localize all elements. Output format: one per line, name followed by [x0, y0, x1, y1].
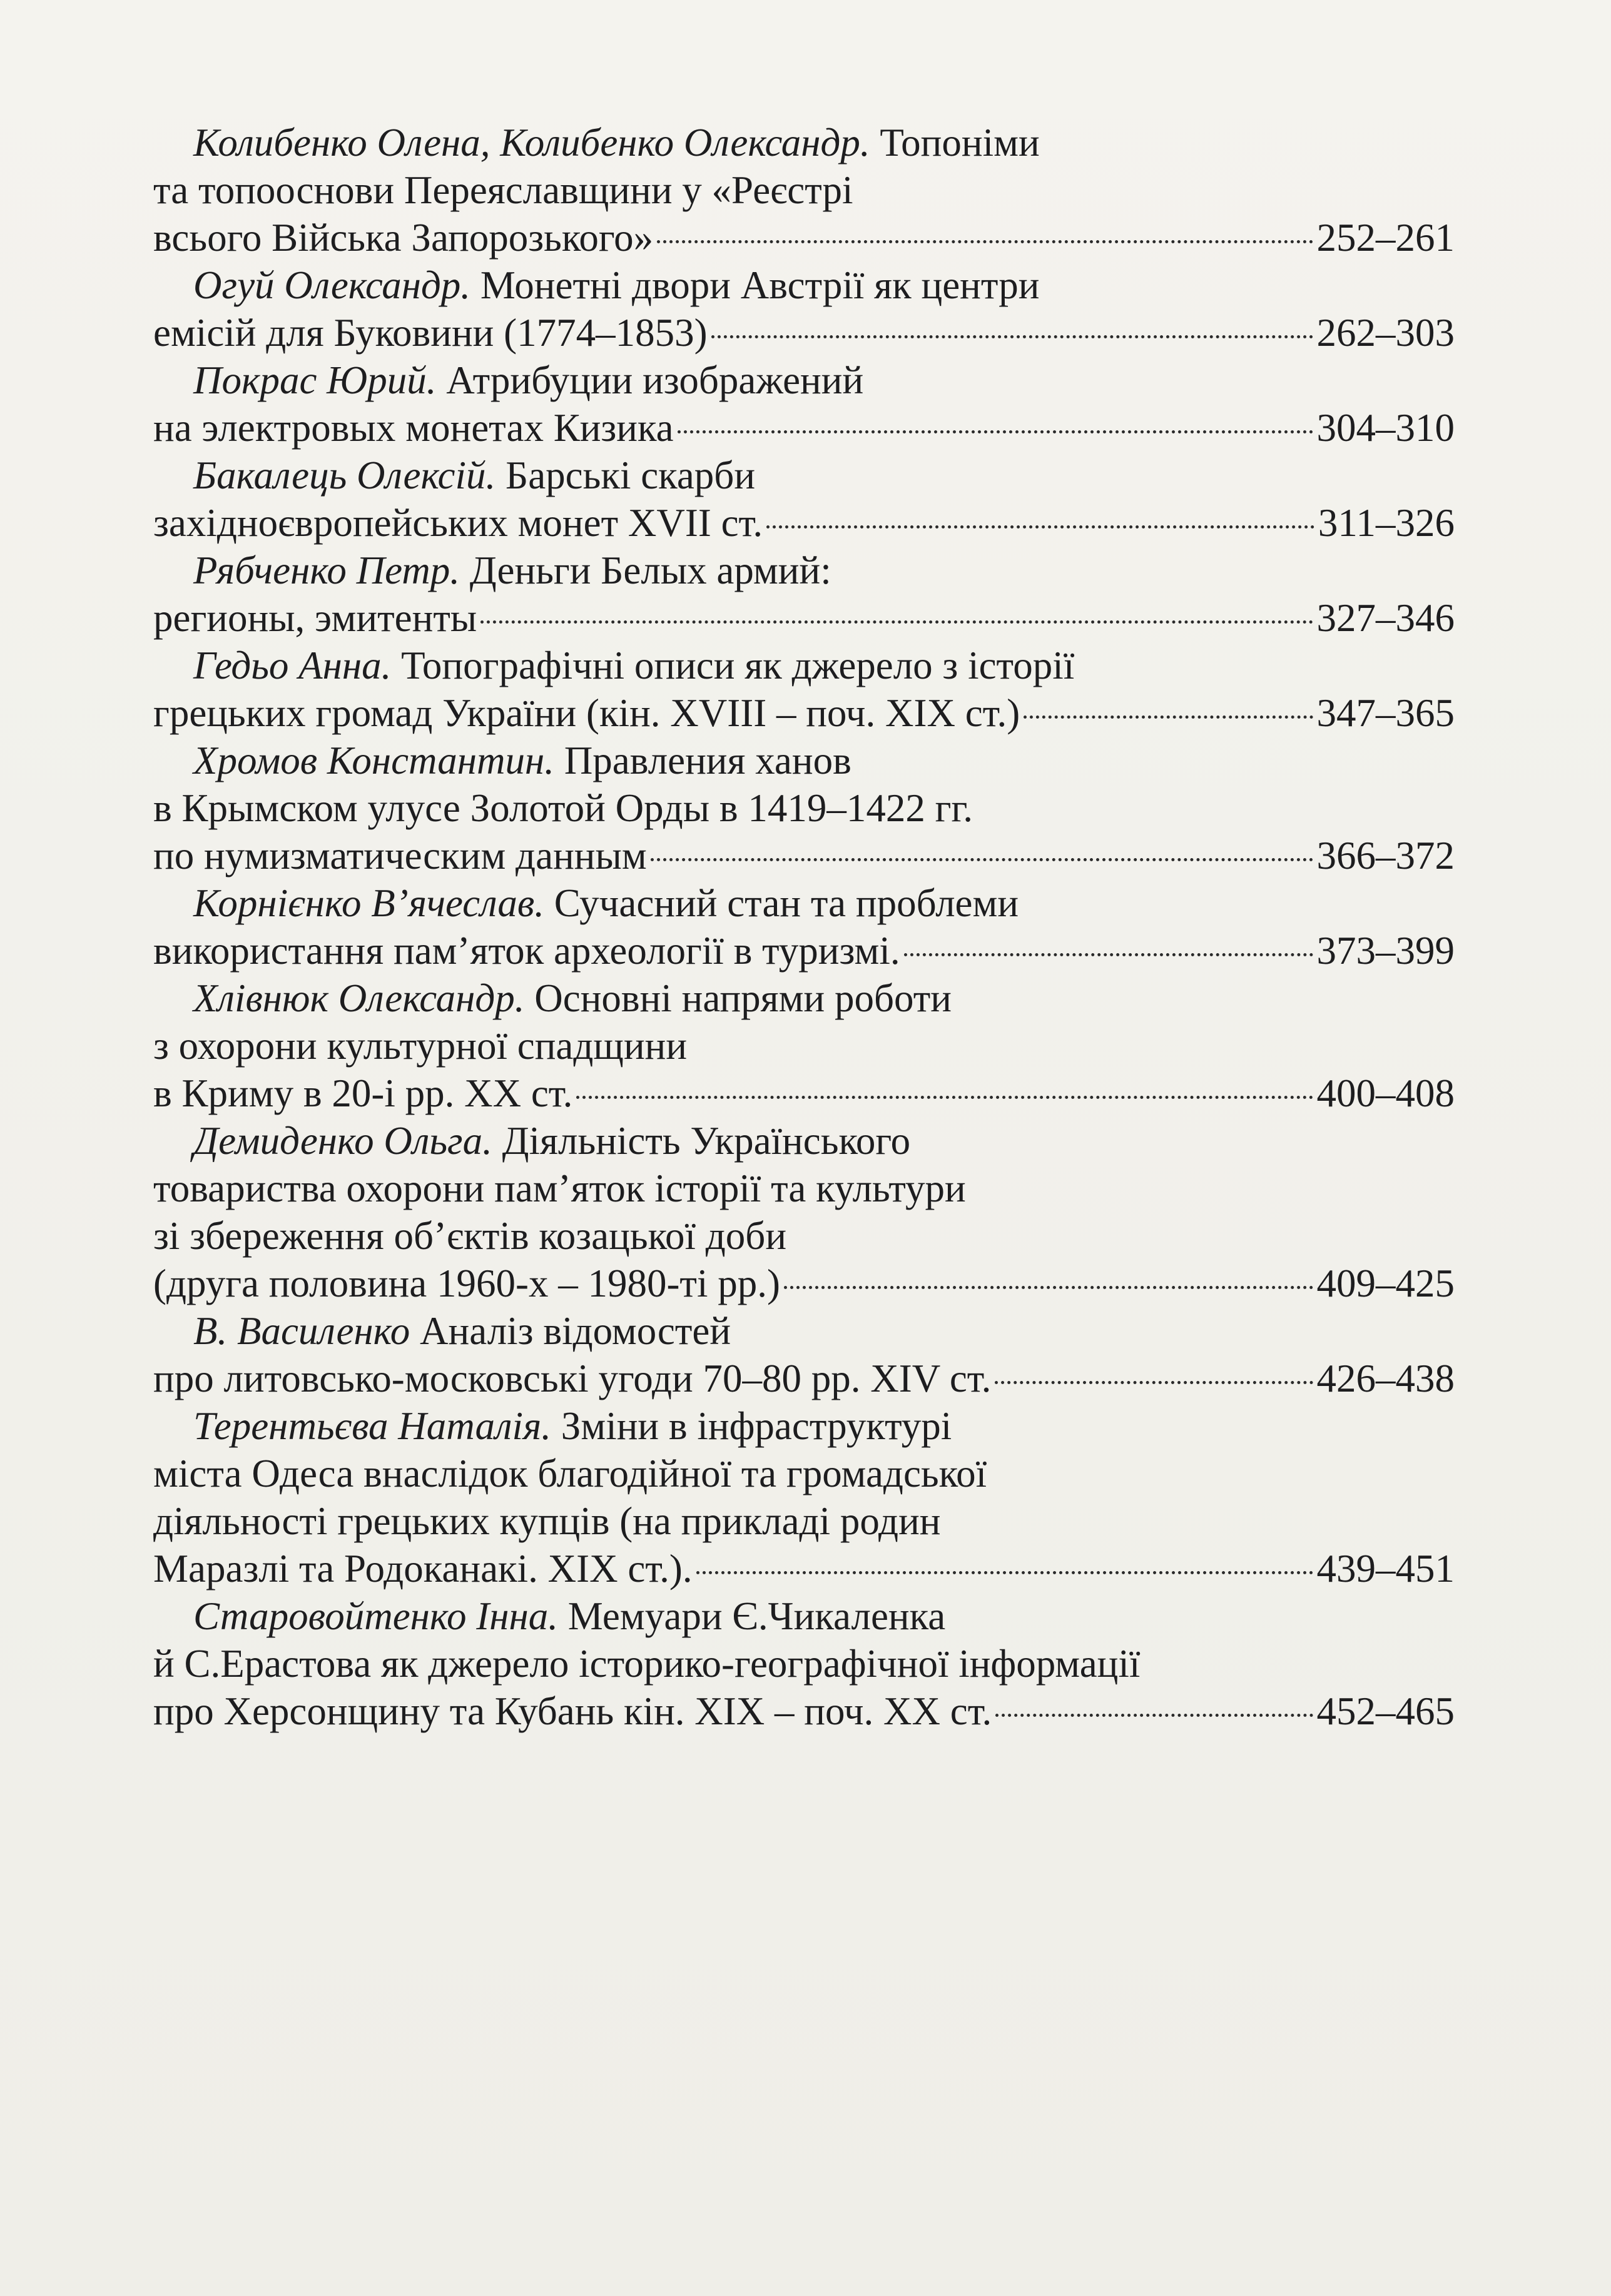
toc-author: Старовойтенко Інна.	[193, 1594, 558, 1638]
toc-title-text: й С.Ерастова як джерело історико-географічної інформації	[153, 1642, 1141, 1686]
toc-line	[153, 357, 1455, 404]
toc-line	[153, 974, 1455, 1022]
toc-page-range: 347–365	[1316, 691, 1455, 735]
toc-title-text: Барські скарби	[506, 453, 756, 497]
toc-page-range: 439–451	[1316, 1547, 1455, 1591]
dot-leader	[995, 1381, 1313, 1384]
toc-author: Терентьєва Наталія.	[193, 1404, 552, 1448]
toc-author: Корнієнко В’ячеслав.	[193, 881, 544, 925]
toc-entry	[153, 642, 1480, 737]
dot-leader	[696, 1571, 1313, 1574]
toc-title-text: Маразлі та Родоканакі. XIX ст.).	[153, 1547, 693, 1591]
toc-line	[153, 1450, 1455, 1497]
dot-leader	[766, 525, 1314, 528]
toc-line-text	[153, 214, 653, 261]
toc-page-range: 304–310	[1316, 406, 1455, 450]
toc-line	[153, 1117, 1455, 1165]
toc-line	[153, 832, 1455, 879]
toc-page-range: 262–303	[1316, 311, 1455, 355]
toc-line-text	[193, 881, 1019, 925]
toc-line-text	[193, 1594, 945, 1638]
toc-title-text: Атрибуции изображений	[446, 358, 864, 402]
toc-line	[153, 1545, 1455, 1592]
toc-entry	[153, 452, 1480, 547]
toc-entry	[153, 1307, 1480, 1402]
toc-line	[153, 1497, 1455, 1545]
toc-author: Колибенко Олена, Колибенко Олександр.	[193, 121, 870, 164]
dot-leader	[784, 1286, 1313, 1289]
toc-line-text	[153, 832, 647, 879]
toc-line-text	[153, 689, 1020, 737]
toc-line	[153, 927, 1455, 974]
toc-line	[153, 784, 1455, 832]
toc-line-text	[153, 168, 853, 212]
toc-line	[153, 309, 1455, 357]
dot-leader	[651, 858, 1313, 861]
toc-title-text: Монетні двори Австрії як центри	[480, 263, 1040, 307]
toc-title-text: Деньги Белых армий:	[469, 549, 831, 592]
dot-leader	[995, 1714, 1313, 1717]
toc-title-text: на электровых монетах Кизика	[153, 406, 674, 450]
toc-author: Демиденко Ольга.	[193, 1119, 492, 1163]
toc-title-text: про Херсонщину та Кубань кін. XIX – поч. XX ст.	[153, 1689, 992, 1733]
toc-line-text	[153, 1355, 991, 1402]
toc-line	[153, 1307, 1455, 1355]
toc-page-range: 426–438	[1316, 1357, 1455, 1400]
toc-line	[153, 1592, 1455, 1640]
toc-title-text: західноєвропейських монет XVII ст.	[153, 501, 763, 545]
toc-line	[153, 1640, 1455, 1687]
toc-title-text: про литовсько-московські угоди 70–80 рр. XIV ст.	[153, 1357, 992, 1400]
toc-line-text	[193, 1309, 731, 1353]
toc-title-text: в Крымском улусе Золотой Орды в 1419–1422 гг.	[153, 786, 973, 830]
toc-line-text	[153, 1166, 966, 1210]
toc-title-text: Мемуари Є.Чикаленка	[567, 1594, 946, 1638]
toc-title-text: Правления ханов	[564, 739, 851, 782]
toc-title-text: Сучасний стан та проблеми	[554, 881, 1019, 925]
toc-line	[153, 879, 1455, 927]
toc-page-range: 409–425	[1316, 1262, 1455, 1305]
toc-entry	[153, 119, 1480, 261]
toc-line	[153, 404, 1455, 452]
toc-line	[153, 1687, 1455, 1735]
toc-line	[153, 166, 1455, 214]
toc-line-text	[153, 786, 973, 830]
toc-author: Огуй Олександр.	[193, 263, 471, 307]
toc-line-text	[153, 499, 763, 547]
toc-title-text: емісій для Буковини (1774–1853)	[153, 311, 708, 355]
toc-line	[153, 594, 1455, 642]
dot-leader	[480, 620, 1313, 624]
toc-line	[153, 1070, 1455, 1117]
toc-title-text: використання пам’яток археології в туризмі.	[153, 929, 900, 973]
toc-title-text: грецьких громад України (кін. XVIII – поч. XIX ст.)	[153, 691, 1020, 735]
toc-line	[153, 1022, 1455, 1070]
toc-title-text: міста Одеса внаслідок благодійної та громадської	[153, 1452, 987, 1495]
toc-line-text	[153, 927, 900, 974]
toc-title-text: діяльності грецьких купців (на прикладі родин	[153, 1499, 941, 1543]
toc-entry	[153, 357, 1480, 452]
toc-line-text	[153, 594, 477, 642]
toc-title-text: зі збереження об’єктів козацької доби	[153, 1214, 787, 1258]
toc-line	[153, 214, 1455, 261]
toc-title-text: Аналіз відомостей	[420, 1309, 731, 1353]
toc-line	[153, 737, 1455, 784]
toc-line-text	[153, 1070, 572, 1117]
toc-line-text	[193, 739, 851, 782]
toc-author: Покрас Юрий.	[193, 358, 437, 402]
toc-page-range: 366–372	[1316, 834, 1455, 877]
toc-title-text: та топооснови Переяславщини у «Реєстрі	[153, 168, 853, 212]
toc-entry	[153, 879, 1480, 974]
toc-title-text: регионы, эмитенты	[153, 596, 477, 640]
dot-leader	[678, 430, 1313, 433]
toc-line	[153, 1402, 1455, 1450]
toc-line-text	[193, 121, 1040, 164]
dot-leader	[904, 953, 1313, 956]
toc-line	[153, 1260, 1455, 1307]
toc-line-text	[193, 1119, 910, 1163]
toc-page-range: 400–408	[1316, 1071, 1455, 1115]
toc-author: Бакалець Олексій.	[193, 453, 496, 497]
toc-title-text: в Криму в 20-і рр. XX ст.	[153, 1071, 573, 1115]
toc-title-text: Діяльність Українського	[502, 1119, 911, 1163]
toc-entry	[153, 261, 1480, 357]
dot-leader	[657, 240, 1313, 243]
toc-line-text	[193, 263, 1039, 307]
toc-line-text	[193, 976, 952, 1020]
toc-line-text	[153, 1260, 780, 1307]
dot-leader	[1024, 716, 1313, 719]
toc-line-text	[153, 1499, 941, 1543]
toc-entry	[153, 1117, 1480, 1307]
toc-line	[153, 261, 1455, 309]
toc-line-text	[193, 644, 1074, 687]
toc-title-text: всього Війська Запорозького»	[153, 216, 654, 260]
toc-line	[153, 689, 1455, 737]
table-of-contents	[153, 119, 1480, 1735]
toc-page-range: 373–399	[1316, 929, 1455, 973]
toc-line	[153, 547, 1455, 594]
toc-title-text: Топоніми	[880, 121, 1040, 164]
toc-line-text	[193, 549, 831, 592]
toc-line	[153, 452, 1455, 499]
toc-line	[153, 1212, 1455, 1260]
toc-line-text	[193, 453, 755, 497]
toc-title-text: Основні напрями роботи	[534, 976, 952, 1020]
toc-line-text	[153, 1024, 687, 1068]
toc-page-range: 452–465	[1316, 1689, 1455, 1733]
toc-entry	[153, 547, 1480, 642]
toc-author: Гедьо Анна.	[193, 644, 392, 687]
toc-line-text	[193, 358, 863, 402]
toc-line	[153, 1355, 1455, 1402]
dot-leader	[711, 335, 1313, 338]
dot-leader	[576, 1096, 1313, 1099]
toc-page-range: 327–346	[1316, 596, 1455, 640]
toc-author: В. Василенко	[193, 1309, 410, 1353]
toc-line	[153, 1165, 1455, 1212]
toc-title-text: з охорони культурної спадщини	[153, 1024, 688, 1068]
toc-line-text	[153, 309, 708, 357]
toc-line-text	[153, 1452, 987, 1495]
toc-line-text	[153, 1214, 786, 1258]
toc-author: Рябченко Петр.	[193, 549, 460, 592]
toc-line	[153, 119, 1455, 166]
toc-title-text: товариства охорони пам’яток історії та культури	[153, 1166, 966, 1210]
toc-entry	[153, 974, 1480, 1117]
toc-line-text	[153, 1642, 1140, 1686]
toc-line	[153, 642, 1455, 689]
toc-line-text	[153, 1545, 693, 1592]
toc-author: Хлівнюк Олександр.	[193, 976, 525, 1020]
toc-title-text: Зміни в інфраструктурі	[561, 1404, 952, 1448]
toc-entry	[153, 737, 1480, 879]
toc-line-text	[153, 1687, 992, 1735]
toc-title-text: Топографічні описи як джерело з історії	[401, 644, 1075, 687]
toc-title-text: (друга половина 1960-х – 1980-ті рр.)	[153, 1262, 780, 1305]
toc-title-text: по нумизматическим данным	[153, 834, 647, 877]
toc-line-text	[153, 404, 674, 452]
toc-page-range: 252–261	[1316, 216, 1455, 260]
toc-entry	[153, 1592, 1480, 1735]
toc-author: Хромов Константин.	[193, 739, 555, 782]
toc-entry	[153, 1402, 1480, 1592]
toc-page-range: 311–326	[1318, 501, 1455, 545]
toc-line-text	[193, 1404, 952, 1448]
toc-line	[153, 499, 1455, 547]
